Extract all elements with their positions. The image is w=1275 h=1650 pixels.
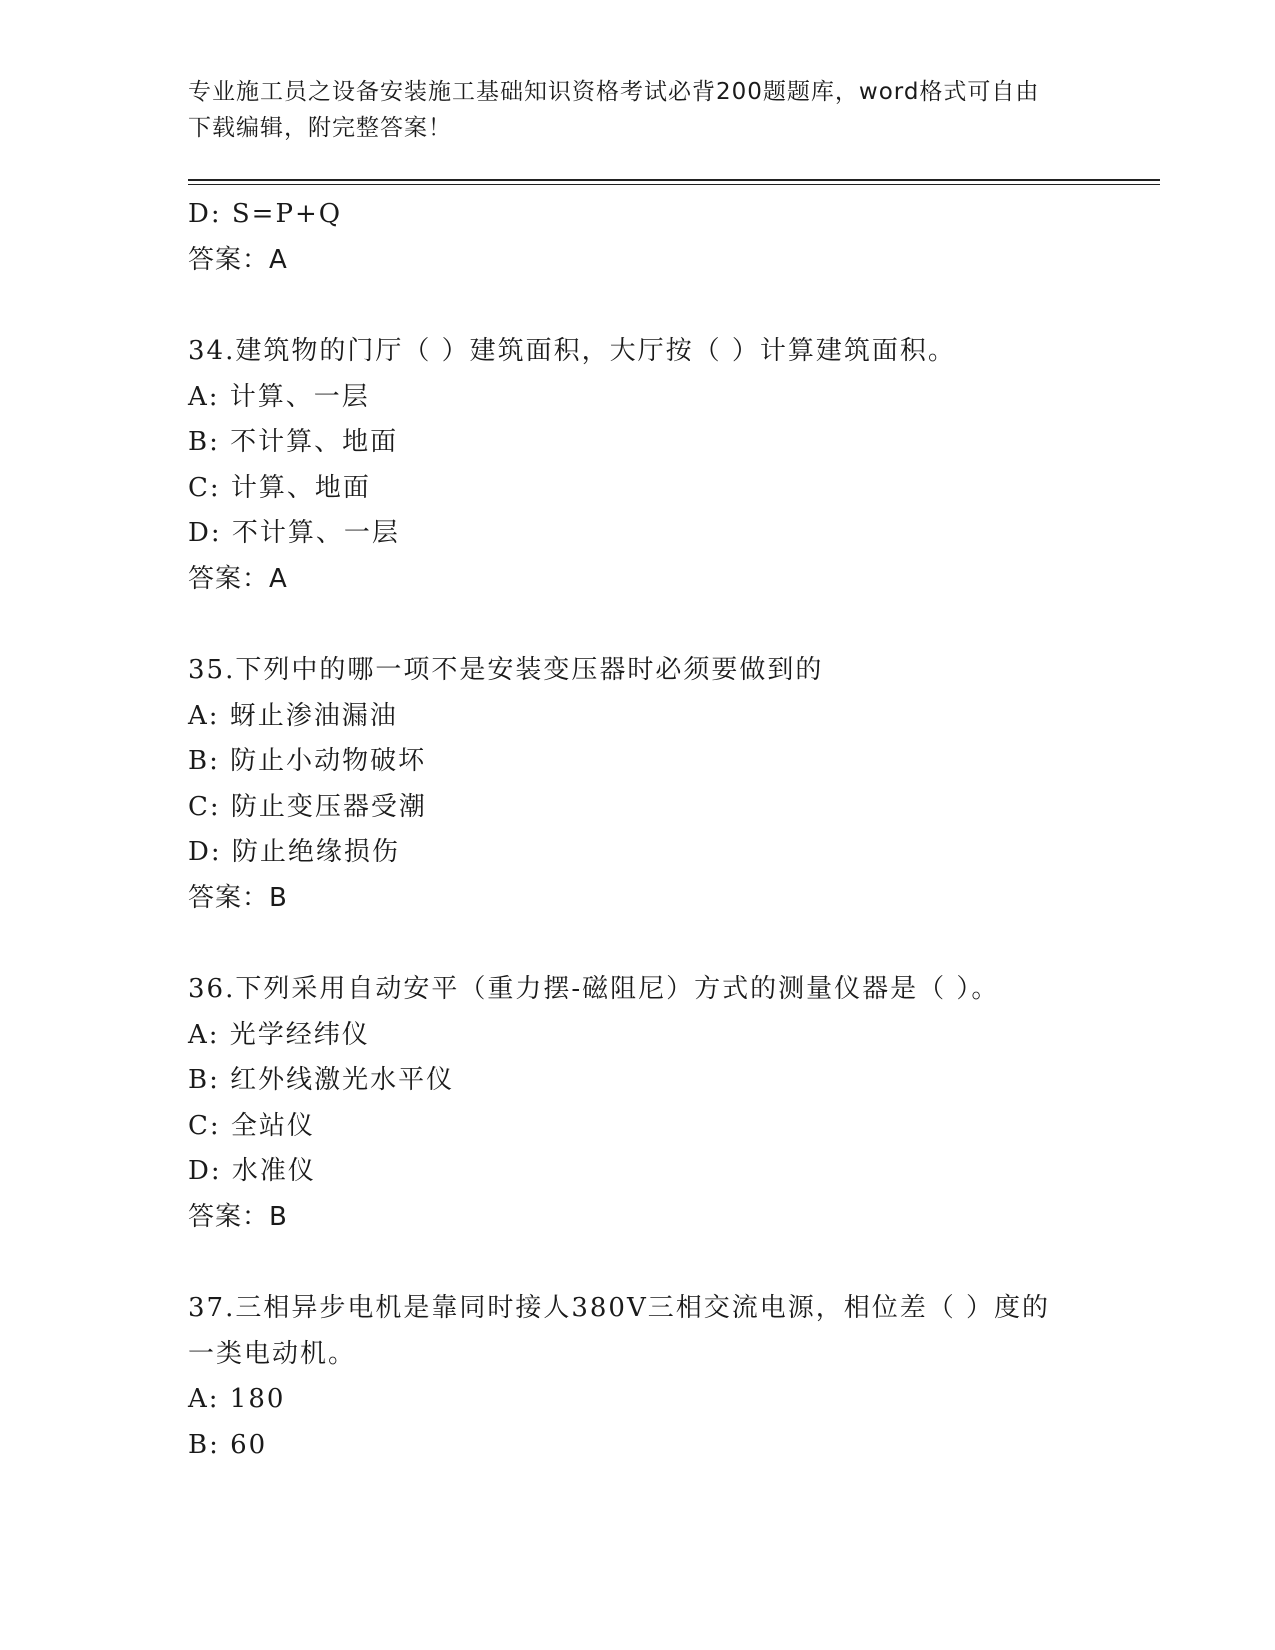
option-a: A: 180 xyxy=(188,1384,286,1414)
document-header xyxy=(188,74,1088,146)
option-d: D: 不计算、一层 xyxy=(188,518,400,548)
option-c: C: 防止变压器受潮 xyxy=(188,791,427,822)
answer: 答案：A xyxy=(188,563,288,594)
spacer xyxy=(188,921,1128,967)
answer: 答案：B xyxy=(188,1201,288,1232)
question-stem: 35.下列中的哪一项不是安装变压器时必须要做到的 xyxy=(188,655,824,685)
option-d: D: 防止绝缘损伤 xyxy=(188,837,400,867)
option-a: A: 光学经纬仪 xyxy=(188,1019,370,1050)
option-d-prev: D: S=P+Q xyxy=(188,199,343,229)
option-b: B: 红外线激光水平仪 xyxy=(188,1065,455,1095)
header-divider-thick xyxy=(188,179,1160,181)
header-line-2: 下载编辑，附完整答案！ xyxy=(188,115,452,141)
option-c: C: 全站仪 xyxy=(188,1110,315,1141)
option-a: A: 计算、一层 xyxy=(188,381,370,412)
answer: 答案：B xyxy=(188,882,288,913)
option-a: A: 蚜止渗油漏油 xyxy=(188,700,398,731)
option-d: D: 水准仪 xyxy=(188,1156,316,1186)
option-b: B: 60 xyxy=(188,1429,268,1460)
spacer xyxy=(188,1240,1128,1286)
question-list xyxy=(188,192,1128,1468)
option-b: B: 不计算、地面 xyxy=(188,427,399,457)
question-37 xyxy=(188,1286,1128,1468)
question-34 xyxy=(188,329,1128,602)
header-divider-thin xyxy=(188,184,1160,185)
question-stem-line-2: 一类电动机。 xyxy=(188,1338,357,1369)
spacer xyxy=(188,283,1128,329)
question-36 xyxy=(188,967,1128,1240)
header-line-1: 专业施工员之设备安装施工基础知识资格考试必背200题题库，word格式可自由 xyxy=(188,79,1040,105)
answer-prev: 答案：A xyxy=(188,244,288,275)
spacer xyxy=(188,602,1128,648)
question-stem: 36.下列采用自动安平（重力摆-磁阻尼）方式的测量仪器是（ ）。 xyxy=(188,974,1000,1004)
option-b: B: 防止小动物破坏 xyxy=(188,746,427,776)
question-stem-line-1: 37.三相异步电机是靠同时接人380V三相交流电源，相位差（ ）度的 xyxy=(188,1293,1051,1323)
question-stem: 34.建筑物的门厅（ ）建筑面积，大厅按（ ）计算建筑面积。 xyxy=(188,336,956,366)
question-35 xyxy=(188,648,1128,921)
option-c: C: 计算、地面 xyxy=(188,472,371,503)
